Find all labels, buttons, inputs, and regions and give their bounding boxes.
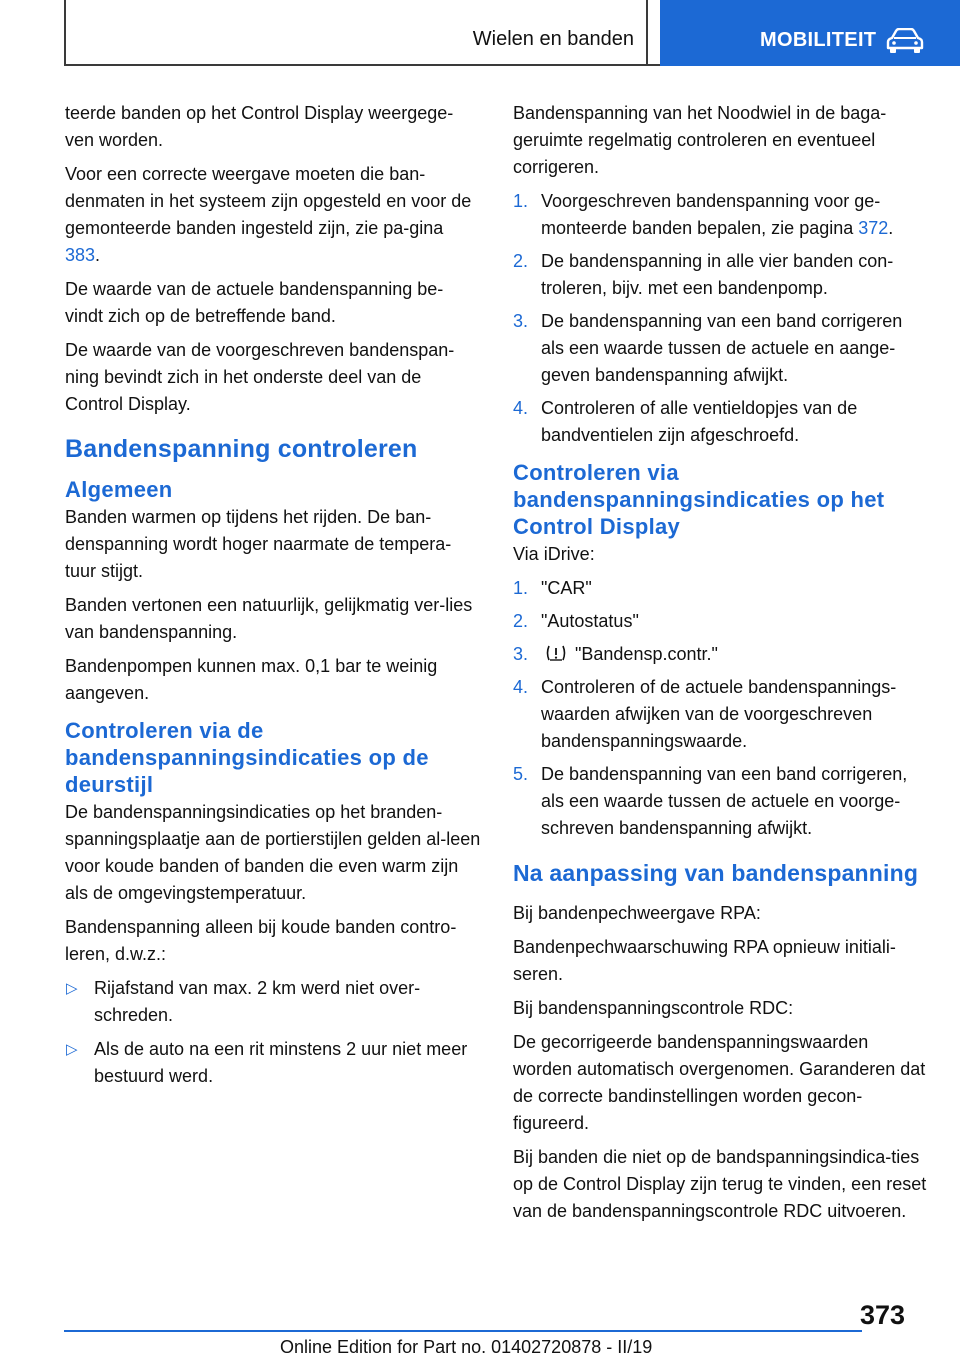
- chapter-label: MOBILITEIT: [760, 29, 877, 51]
- step-text: "Autostatus": [541, 611, 639, 631]
- subsection-heading-control-display: Controleren via bandenspanningsindicaties op het Control Display: [513, 460, 885, 539]
- triangle-bullet-icon: ▷: [66, 1041, 78, 1058]
- subsection-heading-algemeen: Algemeen: [65, 477, 173, 502]
- list-item: [513, 188, 929, 242]
- step-text: "Bandensp.contr.": [575, 644, 718, 664]
- left-column: [65, 100, 481, 1097]
- list-item: [513, 674, 929, 755]
- list-item: [513, 761, 929, 842]
- section-heading: Na aanpassing van bandenspanning: [513, 860, 919, 886]
- list-item: [513, 575, 929, 602]
- step-number: 1.: [513, 191, 529, 211]
- page-link-372[interactable]: 372: [858, 218, 889, 238]
- list-item: [513, 608, 929, 635]
- page-number: 373: [860, 1300, 906, 1330]
- footer-rule: [64, 1330, 862, 1332]
- subsection-heading-deurstijl: Controleren via de bandenspanningsindicaties op de deurstijl: [65, 718, 429, 797]
- list-item: [65, 1036, 481, 1090]
- paragraph: teerde banden op het Control Display weergege-ven worden.: [65, 103, 454, 150]
- steps-list: [513, 188, 929, 449]
- triangle-bullet-icon: ▷: [66, 980, 78, 997]
- step-text: De bandenspanning in alle vier banden con-troleren, bijv. met een bandenpomp.: [541, 251, 894, 298]
- steps-list: [513, 575, 929, 842]
- step-number: 3.: [513, 311, 529, 331]
- paragraph-text: Voor een correcte weergave moeten die ban-denmaten in het systeem zijn opgesteld en voor de gemonteerde banden ingesteld zijn, zie pa-gina: [65, 164, 472, 238]
- list-item-text: Als de auto na een rit minstens 2 uur niet meer bestuurd werd.: [94, 1039, 468, 1086]
- step-text: Voorgeschreven bandenspanning voor ge-monteerde banden bepalen, zie pagina: [541, 191, 881, 238]
- chapter-badge: [660, 0, 960, 66]
- paragraph: Bandenpechwaarschuwing RPA opnieuw initiali-seren.: [513, 937, 896, 984]
- step-number: 5.: [513, 764, 529, 784]
- step-text: Controleren of de actuele bandenspannings-waarden afwijken van de voorgeschreven bandenspanningswaarde.: [541, 677, 897, 751]
- step-text: De bandenspanning van een band corrigeren, als een waarde tussen de actuele en voorge-schreven bandenspanning afwijkt.: [541, 764, 908, 838]
- edition-footer: Online Edition for Part no. 01402720878 - II/19: [280, 1337, 653, 1357]
- step-number: 3.: [513, 644, 529, 664]
- list-item-text: Rijafstand van max. 2 km werd niet over-schreden.: [94, 978, 421, 1025]
- paragraph: De bandenspanningsindicaties op het branden-spanningsplaatje aan de portierstijlen gelden al-leen voor koude banden of banden die even warm zijn als de omgevingstemperatuur.: [65, 802, 481, 903]
- step-number: 4.: [513, 677, 529, 697]
- paragraph: Via iDrive:: [513, 544, 595, 564]
- paragraph: De gecorrigeerde bandenspanningswaarden worden automatisch overgenomen. Garanderen dat de correcte bandinstellingen worden gecon-figureerd.: [513, 1032, 926, 1133]
- header-section-tab: [64, 0, 648, 64]
- step-text: Controleren of alle ventieldopjes van de bandventielen zijn afgeschroefd.: [541, 398, 858, 445]
- bullet-list: [65, 975, 481, 1090]
- list-item: [513, 395, 929, 449]
- paragraph: Bandenspanning van het Noodwiel in de baga-geruimte regelmatig controleren en eventueel corrigeren.: [513, 103, 887, 177]
- paragraph: Bij bandenpechweergave RPA:: [513, 903, 761, 923]
- step-number: 2.: [513, 611, 529, 631]
- paragraph: De waarde van de voorgeschreven bandenspan-ning bevindt zich in het onderste deel van de Control Display.: [65, 340, 455, 414]
- tpms-warning-icon: [545, 644, 567, 662]
- car-icon: [886, 28, 924, 54]
- paragraph-end: .: [95, 245, 101, 265]
- list-item: [513, 248, 929, 302]
- list-item: [513, 641, 929, 668]
- step-number: 4.: [513, 398, 529, 418]
- step-number: 1.: [513, 578, 529, 598]
- step-number: 2.: [513, 251, 529, 271]
- section-heading: Bandenspanning controleren: [65, 435, 418, 463]
- list-item: [513, 308, 929, 389]
- right-column: [513, 100, 929, 1232]
- paragraph: Banden warmen op tijdens het rijden. De ban-denspanning wordt hoger naarmate de tempera-tuur stijgt.: [65, 507, 452, 581]
- list-item: [65, 975, 481, 1029]
- paragraph: Bandenpompen kunnen max. 0,1 bar te weinig aangeven.: [65, 656, 438, 703]
- paragraph: Banden vertonen een natuurlijk, gelijkmatig ver-lies van bandenspanning.: [65, 595, 473, 642]
- step-end: .: [888, 218, 894, 238]
- paragraph: Bij banden die niet op de bandspanningsindica-ties op de Control Display zijn terug te vinden, een reset van de bandenspanningscontrole RDC uitvoeren.: [513, 1147, 927, 1221]
- step-text: "CAR": [541, 578, 592, 598]
- paragraph: Bandenspanning alleen bij koude banden contro-leren, d.w.z.:: [65, 917, 457, 964]
- paragraph: Bij bandenspanningscontrole RDC:: [513, 998, 794, 1018]
- page-link-383[interactable]: 383: [65, 245, 96, 265]
- section-title: Wielen en banden: [472, 28, 634, 50]
- step-text: De bandenspanning van een band corrigeren als een waarde tussen de actuele en aange-geven bandenspanning afwijkt.: [541, 311, 903, 385]
- paragraph: De waarde van de actuele bandenspanning be-vindt zich op de betreffende band.: [65, 279, 444, 326]
- paragraph: [65, 161, 481, 269]
